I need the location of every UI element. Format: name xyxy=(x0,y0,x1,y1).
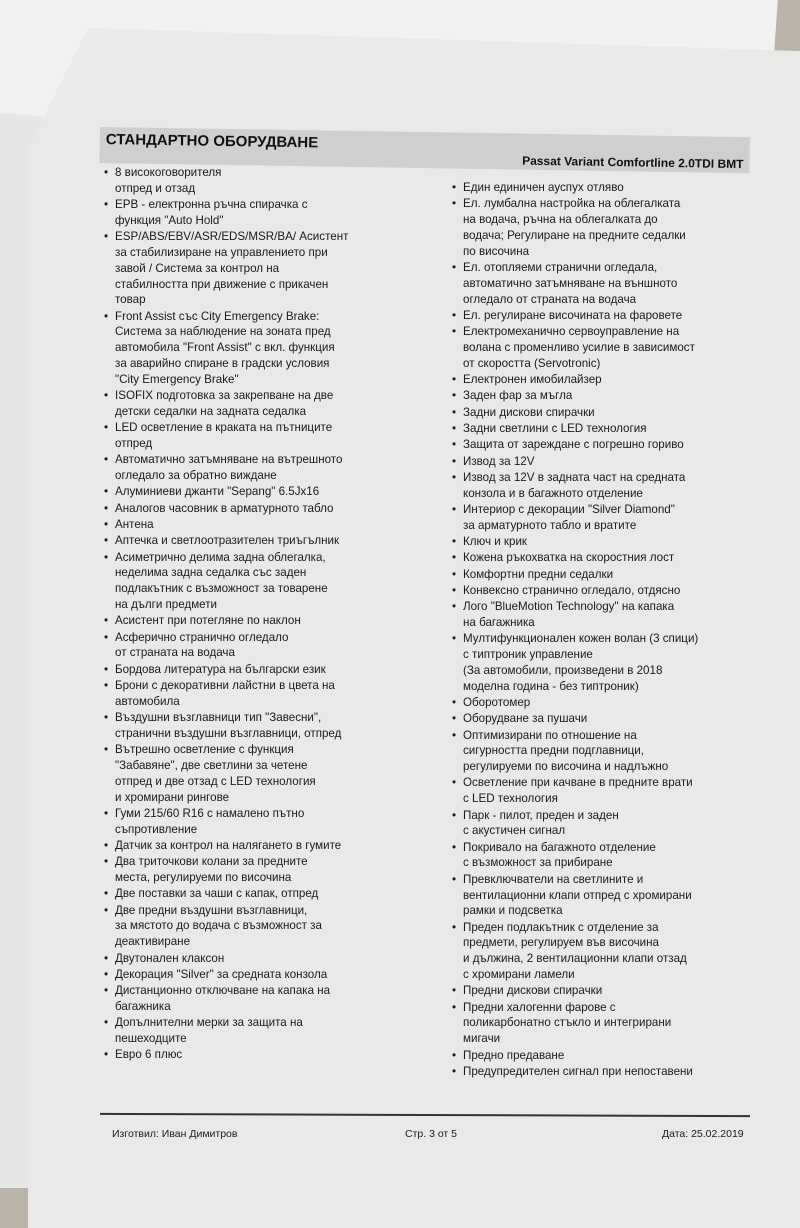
list-item-line: Ключ и крик xyxy=(463,535,527,549)
list-item xyxy=(104,742,434,805)
list-item xyxy=(104,983,434,1015)
bullet-icon: • xyxy=(104,534,109,548)
list-item-line: Електромеханично сервоуправление на xyxy=(463,325,680,339)
bullet-icon: • xyxy=(452,438,457,452)
bullet-icon: • xyxy=(104,1048,109,1062)
list-item-line: Ел. лумбална настройка на облегалката xyxy=(463,197,681,211)
list-item-line: Декорация "Silver" за средната конзола xyxy=(115,967,328,981)
list-item-line: Система за наблюдение на зоната пред xyxy=(115,325,331,339)
list-item-line: "City Emergency Brake" xyxy=(115,372,239,386)
bullet-icon: • xyxy=(452,181,457,194)
list-item xyxy=(452,550,772,566)
list-item xyxy=(452,567,772,583)
list-item xyxy=(452,711,772,727)
bullet-icon: • xyxy=(452,728,457,742)
bullet-icon: • xyxy=(452,260,457,274)
list-item-line: Задни светлини с LED технология xyxy=(463,421,647,435)
bullet-icon: • xyxy=(452,808,457,822)
list-item-line: рамки и подсветка xyxy=(463,904,563,918)
list-item-line: Автоматично затъмняване на вътрешното xyxy=(115,453,343,467)
bullet-icon: • xyxy=(104,806,109,820)
list-item-line: деактивиране xyxy=(115,935,191,949)
list-item-line: Парк - пилот, преден и заден xyxy=(463,808,619,822)
list-item-line: Аналогов часовник в арматурното табло xyxy=(115,501,334,515)
list-item xyxy=(104,854,434,886)
list-item-line: предмети, регулируем във височина xyxy=(463,936,660,950)
bullet-icon: • xyxy=(104,309,109,323)
list-item-line: Конвексно странично огледало, отдясно xyxy=(463,583,681,597)
list-item-line: Асферично странично огледало xyxy=(115,630,289,644)
bullet-icon: • xyxy=(452,325,457,339)
list-item-line: Предни халогенни фарове с xyxy=(463,1000,616,1014)
model-name: Passat Variant Comfortline 2.0TDI BMT xyxy=(522,153,744,172)
list-item-line: EPB - електронна ръчна спирачка с xyxy=(115,198,308,212)
list-item xyxy=(452,840,772,872)
list-item-line: Преден подлакътник с отделение за xyxy=(463,920,659,934)
list-item xyxy=(452,372,772,388)
list-item-line: Заден фар за мъгла xyxy=(463,389,573,403)
list-item xyxy=(452,308,772,324)
list-item-line: от скоростта (Servotronic) xyxy=(463,356,601,370)
list-item xyxy=(452,502,772,534)
list-item xyxy=(104,886,434,902)
list-item xyxy=(452,196,772,259)
list-item xyxy=(452,631,772,694)
list-item xyxy=(452,454,772,470)
list-item-line: Антена xyxy=(115,518,154,532)
list-item-line: Интериор с декорации "Silver Diamond" xyxy=(463,502,675,516)
bullet-icon: • xyxy=(104,662,109,676)
list-item-line: ISOFIX подготовка за закрепване на две xyxy=(115,389,334,403)
list-item xyxy=(452,775,772,807)
list-item-line: отпред xyxy=(115,437,153,451)
bullet-icon: • xyxy=(104,903,109,917)
list-item-line: Двутонален клаксон xyxy=(115,951,225,965)
bullet-icon: • xyxy=(104,614,109,628)
list-item xyxy=(452,1048,772,1064)
list-item xyxy=(104,165,434,197)
list-item-line: за аварийно спиране в градски условия xyxy=(115,357,330,371)
list-item xyxy=(104,517,434,533)
list-item-line: за арматурното табло и вратите xyxy=(463,518,637,532)
list-item xyxy=(104,662,434,678)
list-item-line: с акустичен сигнал xyxy=(463,824,566,838)
list-item-line: Допълнителни мерки за защита на xyxy=(115,1016,303,1030)
bullet-icon: • xyxy=(452,373,457,387)
footer-divider xyxy=(100,1113,750,1117)
list-item-line: Front Assist със City Emergency Brake: xyxy=(115,309,320,323)
bullet-icon: • xyxy=(452,308,457,322)
list-item-line: Асиметрично делима задна облегалка, xyxy=(115,550,326,564)
list-item-line: автоматично затъмняване на външното xyxy=(463,276,678,290)
bullet-icon: • xyxy=(104,630,109,644)
list-item xyxy=(452,808,772,840)
bullet-icon: • xyxy=(104,1016,109,1030)
list-item-line: Брони с декоративни лайстни в цвета на xyxy=(115,679,335,692)
list-item xyxy=(452,728,772,775)
bullet-icon: • xyxy=(452,535,457,549)
bullet-icon: • xyxy=(452,632,457,646)
list-item-line: водача; Регулиране на предните седалки xyxy=(463,228,686,242)
list-item xyxy=(452,983,772,999)
list-item xyxy=(104,630,434,662)
list-item-line: на багажника xyxy=(463,616,535,630)
list-item xyxy=(104,838,434,854)
bullet-icon: • xyxy=(104,198,109,212)
list-item-line: автомобила xyxy=(115,694,180,708)
list-item-line: Асистент при потегляне по наклон xyxy=(115,614,301,628)
list-item-line: товар xyxy=(115,293,146,307)
list-item-line: LED осветление в краката на пътниците xyxy=(115,421,333,435)
list-item xyxy=(104,678,434,710)
list-item-line: огледало за обратно виждане xyxy=(115,469,277,483)
bullet-icon: • xyxy=(104,421,109,435)
bullet-icon: • xyxy=(452,840,457,854)
list-item-line: отпред и отзад xyxy=(115,181,196,195)
list-item-line: за стабилизиране на управлението при xyxy=(115,245,328,259)
bullet-icon: • xyxy=(104,679,109,692)
list-item-line: с типтроник управление xyxy=(463,648,593,662)
list-item-line: регулируеми по височина и надлъжно xyxy=(463,760,669,774)
bullet-icon: • xyxy=(104,743,109,757)
list-item-line: завой / Система за контрол на xyxy=(115,261,280,275)
list-item-line: Въздушни възглавници тип "Завесни", xyxy=(115,711,322,725)
list-item-line: и хромирани рингове xyxy=(115,790,230,804)
list-item-line: Два триточкови колани за предните xyxy=(115,855,308,869)
list-item-line: Покривало на багажното отделение xyxy=(463,840,656,854)
list-item xyxy=(104,1015,434,1047)
list-item xyxy=(104,388,434,420)
list-item xyxy=(104,806,434,838)
list-item-line: Предупредителен сигнал при непоставени xyxy=(463,1064,693,1078)
list-item xyxy=(452,388,772,404)
list-item xyxy=(104,533,434,549)
list-item-line: на дълги предмети xyxy=(115,598,218,612)
list-item xyxy=(104,452,434,484)
list-item-line: Две предни въздушни възглавници, xyxy=(115,903,308,917)
list-item-line: Оборудване за пушачи xyxy=(463,712,588,726)
list-item-line: за мястото до водача с възможност за xyxy=(115,919,322,933)
list-item-line: функция "Auto Hold" xyxy=(115,213,224,227)
list-item-line: ESP/ABS/EBV/ASR/EDS/MSR/BA/ Асистент xyxy=(115,230,349,244)
list-item-line: моделна година - без типтроник) xyxy=(463,679,639,693)
list-item-line: Защита от зареждане с погрешно гориво xyxy=(463,438,684,452)
list-item-line: Мултифункционален кожен волан (3 спици) xyxy=(463,632,699,646)
list-item xyxy=(452,920,772,983)
equipment-list-left xyxy=(104,165,434,1064)
list-item-line: Оборотомер xyxy=(463,696,531,709)
list-item-line: детски седалки на задната седалка xyxy=(115,404,307,418)
list-item-line: конзола и в багажното отделение xyxy=(463,486,643,500)
list-item xyxy=(452,421,772,437)
list-item-line: Бордова литература на български език xyxy=(115,662,326,676)
list-item-line: Две поставки за чаши с капак, отпред xyxy=(115,887,319,901)
list-item xyxy=(452,872,772,919)
list-item xyxy=(452,1000,772,1047)
list-item-line: волана с променливо усилие в зависимост xyxy=(463,340,695,354)
bullet-icon: • xyxy=(104,230,109,244)
list-item-line: Ел. регулиране височината на фаровете xyxy=(463,308,683,322)
footer-prepared-by: Изготвил: Иван Димитров xyxy=(112,1128,238,1140)
list-item-line: странични въздушни възглавници, отпред xyxy=(115,726,342,740)
list-item-line: 8 високоговорителя xyxy=(115,166,222,179)
list-item xyxy=(104,903,434,950)
bullet-icon: • xyxy=(452,1000,457,1014)
list-item-line: с възможност за прибиране xyxy=(463,856,613,870)
list-item-line: Вътрешно осветление с функция xyxy=(115,743,294,757)
bullet-icon: • xyxy=(452,1064,457,1078)
list-item xyxy=(104,613,434,629)
bullet-icon: • xyxy=(452,567,457,581)
list-item xyxy=(452,260,772,307)
list-item-line: багажника xyxy=(115,999,171,1013)
list-item xyxy=(104,197,434,229)
list-item xyxy=(452,437,772,453)
list-item-line: Аптечка и светлоотразителен триъгълник xyxy=(115,534,340,548)
list-item xyxy=(452,470,772,502)
bullet-icon: • xyxy=(452,696,457,709)
list-item-line: Оптимизирани по отношение на xyxy=(463,728,637,742)
list-item-line: съпротивление xyxy=(115,822,198,836)
footer-date: Дата: 25.02.2019 xyxy=(662,1128,744,1140)
footer-page-number: Стр. 3 от 5 xyxy=(405,1128,457,1140)
bullet-icon: • xyxy=(452,920,457,934)
list-item-line: с хромирани ламели xyxy=(463,968,575,982)
list-item-line: подлакътник с възможност за товарене xyxy=(115,582,328,596)
list-item-line: Осветление при качване в предните врати xyxy=(463,776,693,790)
list-item-line: и дължина, 2 вентилационни клапи отзад xyxy=(463,952,687,966)
list-item-line: стабилността при движение с прикачен xyxy=(115,277,329,291)
list-item xyxy=(452,324,772,371)
list-item-line: Превключватели на светлините и xyxy=(463,872,644,886)
list-item-line: неделима задна седалка със заден xyxy=(115,566,307,580)
bullet-icon: • xyxy=(104,984,109,998)
list-item-line: Електронен имобилайзер xyxy=(463,373,602,387)
list-item xyxy=(104,484,434,500)
list-item-line: "Забавяне", две светлини за четене xyxy=(115,758,308,772)
list-item-line: мигачи xyxy=(463,1032,501,1046)
bullet-icon: • xyxy=(104,887,109,901)
list-item-line: с LED технология xyxy=(463,792,558,806)
list-item-line: пешеходците xyxy=(115,1032,187,1046)
list-item-line: поликарбонатно стъкло и интегрирани xyxy=(463,1016,672,1030)
list-item-line: Лого "BlueMotion Technology" на капака xyxy=(463,600,675,614)
equipment-list-right xyxy=(452,180,772,1080)
list-item xyxy=(104,229,434,308)
bullet-icon: • xyxy=(104,389,109,403)
list-item-line: Гуми 215/60 R16 с намалено пътно xyxy=(115,806,305,820)
list-item-line: Един единичен ауспух отляво xyxy=(463,181,624,194)
list-item-line: по височина xyxy=(463,244,530,258)
list-item-line: вентилационни клапи отпред с хромирани xyxy=(463,888,692,902)
list-item-line: от страната на водача xyxy=(115,646,235,660)
bullet-icon: • xyxy=(104,550,109,564)
list-item-line: Евро 6 плюс xyxy=(115,1048,183,1062)
bullet-icon: • xyxy=(452,197,457,211)
list-item-line: отпред и две отзад с LED технология xyxy=(115,774,316,788)
bullet-icon: • xyxy=(452,872,457,886)
list-item-line: Задни дискови спирачки xyxy=(463,405,595,419)
bullet-icon: • xyxy=(104,518,109,532)
bullet-icon: • xyxy=(452,600,457,614)
list-item-line: Алуминиеви джанти "Sepang" 6.5Jx16 xyxy=(115,485,320,499)
bullet-icon: • xyxy=(452,1048,457,1062)
bullet-icon: • xyxy=(452,502,457,516)
list-item-line: Предни дискови спирачки xyxy=(463,984,603,998)
bullet-icon: • xyxy=(104,453,109,467)
bullet-icon: • xyxy=(452,421,457,435)
bullet-icon: • xyxy=(104,501,109,515)
list-item-line: (За автомобили, произведени в 2018 xyxy=(463,663,663,677)
list-item xyxy=(452,1064,772,1080)
list-item xyxy=(452,534,772,550)
bullet-icon: • xyxy=(104,967,109,981)
list-item xyxy=(452,180,772,196)
list-item xyxy=(104,420,434,452)
list-item-line: Предно предаване xyxy=(463,1048,565,1062)
bullet-icon: • xyxy=(452,984,457,998)
list-item-line: Комфортни предни седалки xyxy=(463,567,614,581)
bullet-icon: • xyxy=(104,485,109,499)
bullet-icon: • xyxy=(104,951,109,965)
list-item xyxy=(104,967,434,983)
bullet-icon: • xyxy=(452,389,457,403)
list-item-line: Кожена ръкохватка на скоростния лост xyxy=(463,551,675,565)
list-item-line: Ел. отопляеми странични огледала, xyxy=(463,260,658,274)
list-item xyxy=(452,695,772,711)
bullet-icon: • xyxy=(452,551,457,565)
list-item-line: места, регулируеми по височина xyxy=(115,871,292,885)
list-item xyxy=(104,951,434,967)
list-item xyxy=(104,550,434,613)
list-item-line: Дистанционно отключване на капака на xyxy=(115,984,331,998)
list-item xyxy=(452,405,772,421)
list-item xyxy=(452,599,772,631)
bullet-icon: • xyxy=(104,711,109,725)
bullet-icon: • xyxy=(452,470,457,484)
list-item-line: сигурността предни подглавници, xyxy=(463,744,645,758)
list-item xyxy=(452,583,772,599)
bullet-icon: • xyxy=(452,583,457,597)
list-item-line: Датчик за контрол на налягането в гумите xyxy=(115,838,342,852)
list-item xyxy=(104,710,434,742)
list-item xyxy=(104,501,434,517)
list-item xyxy=(104,1047,434,1063)
bullet-icon: • xyxy=(104,855,109,869)
list-item-line: автомобила "Front Assist" с вкл. функция xyxy=(115,341,335,355)
bullet-icon: • xyxy=(104,166,109,179)
bullet-icon: • xyxy=(452,405,457,419)
bullet-icon: • xyxy=(452,454,457,468)
bullet-icon: • xyxy=(104,838,109,852)
list-item-line: Извод за 12V в задната част на средната xyxy=(463,470,686,484)
list-item-line: Извод за 12V xyxy=(463,454,535,468)
list-item-line: на водача, ръчна на облегалката до xyxy=(463,213,658,227)
list-item-line: огледало от страната на водача xyxy=(463,292,637,306)
bullet-icon: • xyxy=(452,776,457,790)
list-item xyxy=(104,309,434,388)
section-title: СТАНДАРТНО ОБОРУДВАНЕ xyxy=(105,131,319,152)
bullet-icon: • xyxy=(452,712,457,726)
